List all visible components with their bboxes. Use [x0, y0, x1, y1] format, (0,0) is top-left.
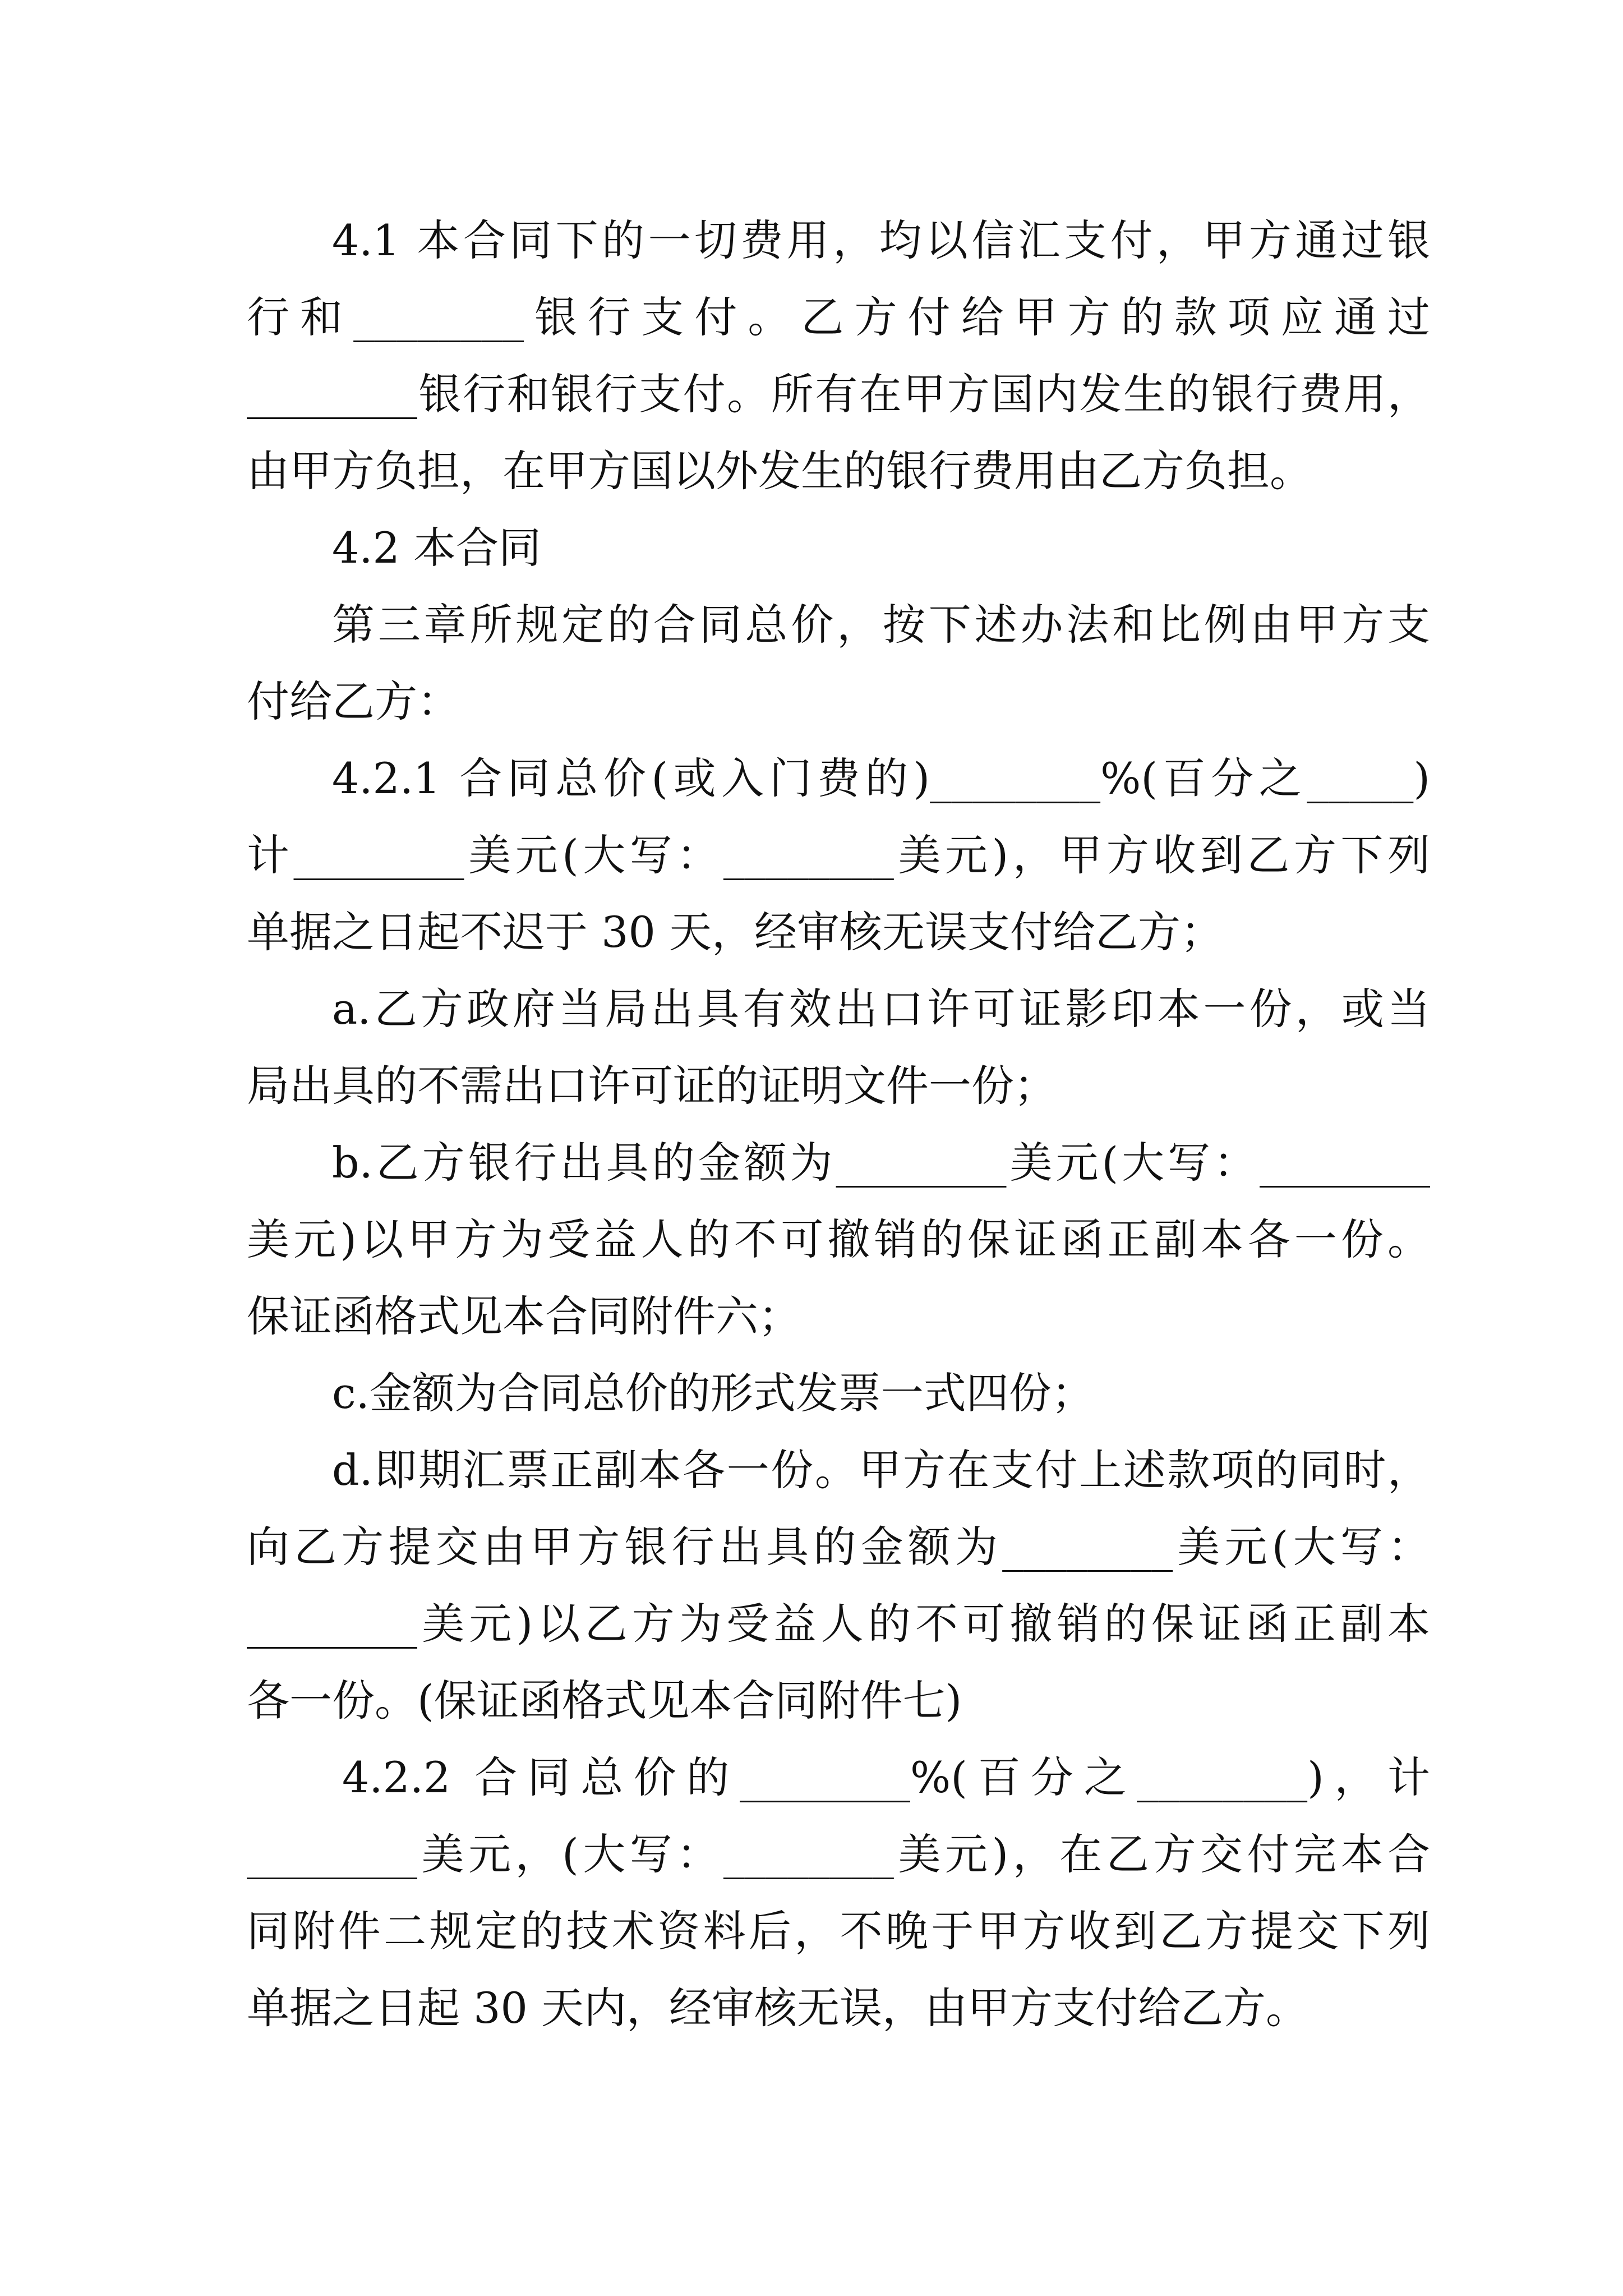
clause-4-2-2-line-1: 4.2.2 合同总价的________%(百分之________)，计 [342, 1752, 1430, 1802]
clause-4-2-line-1: 第三章所规定的合同总价，按下述办法和比例由甲方支 [332, 600, 1430, 650]
item-d-line-2: 向乙方提交由甲方银行出具的金额为________美元(大写： [247, 1522, 1430, 1572]
item-b-line-1: b.乙方银行出具的金额为________美元(大写：________ [332, 1138, 1430, 1188]
item-d-line-4: 各一份。(保证函格式见本合同附件七) [247, 1676, 962, 1726]
item-a-line-2: 局出具的不需出口许可证的证明文件一份； [247, 1061, 1057, 1111]
clause-4-1-line-4: 由甲方负担，在甲方国以外发生的银行费用由乙方负担。 [247, 446, 1312, 496]
clause-4-2-1-line-2: 计________美元(大写：________美元)，甲方收到乙方下列 [247, 830, 1430, 880]
clause-4-2-1-line-3: 单据之日起不迟于 30 天，经审核无误支付给乙方； [247, 907, 1224, 957]
clause-4-1-line-3: ________银行和银行支付。所有在甲方国内发生的银行费用， [247, 369, 1430, 419]
item-a-line-1: a.乙方政府当局出具有效出口许可证影印本一份，或当 [332, 984, 1430, 1034]
clause-4-2-line-2: 付给乙方： [247, 677, 460, 726]
item-d-line-3: ________美元)以乙方为受益人的不可撤销的保证函正副本 [247, 1599, 1430, 1649]
clause-4-2-2-line-3: 同附件二规定的技术资料后，不晚于甲方收到乙方提交下列 [247, 1906, 1430, 1956]
clause-4-2-2-line-4: 单据之日起 30 天内，经审核无误，由甲方支付给乙方。 [247, 1983, 1309, 2033]
clause-4-2-1-line-1: 4.2.1 合同总价(或入门费的)________%(百分之_____) [332, 753, 1430, 803]
clause-4-2-heading: 4.2 本合同 [332, 523, 542, 573]
clause-4-2-2-line-2: ________美元，(大写：________美元)，在乙方交付完本合 [247, 1829, 1430, 1879]
item-c-line-1: c.金额为合同总价的形式发票一式四份； [332, 1368, 1094, 1418]
document-page [247, 202, 1430, 2046]
item-b-line-2: 美元)以甲方为受益人的不可撤销的保证函正副本各一份。 [247, 1214, 1430, 1264]
clause-4-1-line-2: 行和________银行支付。乙方付给甲方的款项应通过 [247, 292, 1430, 342]
clause-4-1-line-1: 4.1 本合同下的一切费用，均以信汇支付，甲方通过银 [332, 215, 1430, 265]
item-d-line-1: d.即期汇票正副本各一份。甲方在支付上述款项的同时， [332, 1445, 1430, 1495]
item-b-line-3: 保证函格式见本合同附件六； [247, 1291, 801, 1341]
